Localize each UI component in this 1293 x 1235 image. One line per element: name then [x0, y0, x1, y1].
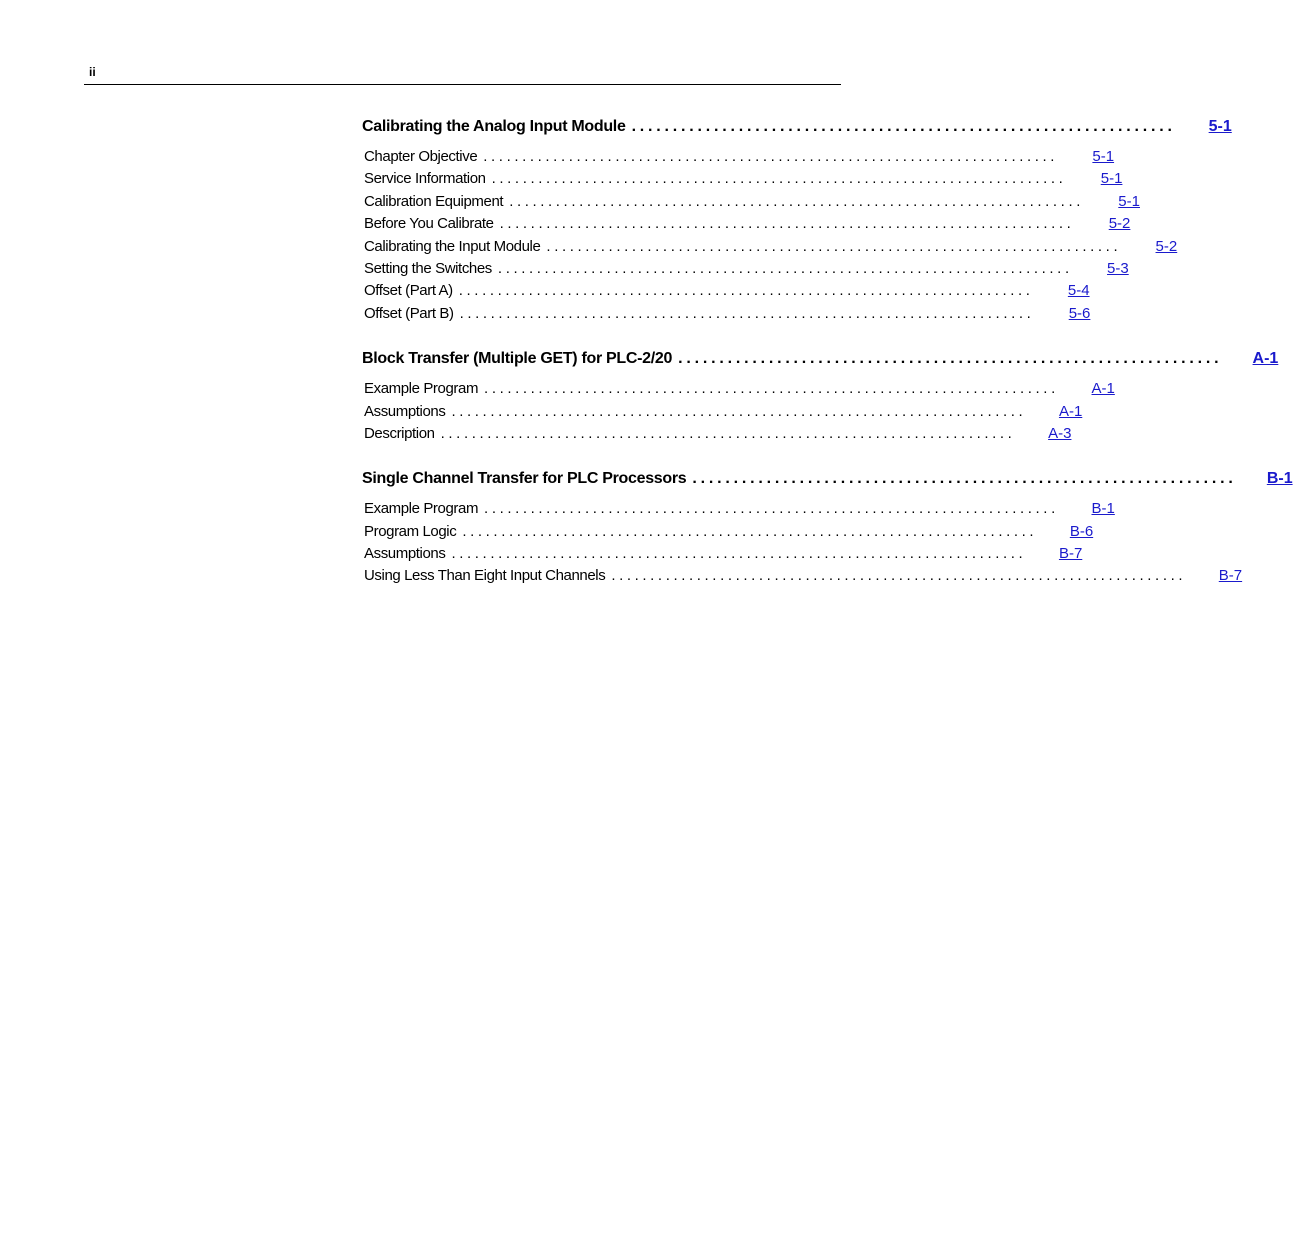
toc-section [362, 350, 1279, 447]
toc-entry [362, 282, 1090, 304]
toc-entry [362, 500, 1115, 522]
toc-section-title: Single Channel Transfer for PLC Processors [362, 470, 687, 488]
toc-entry [362, 259, 1129, 282]
dot-leader: .......................................................................... [491, 170, 1067, 188]
toc-entry [362, 424, 1072, 447]
toc-entry-page-link[interactable]: B-7 [1218, 567, 1243, 585]
dot-leader: .......................................................................... [484, 380, 1059, 398]
toc-entry-title: Assumptions [364, 402, 446, 420]
toc-entry-title: Chapter Objective [364, 148, 478, 165]
toc-entry [362, 237, 1178, 260]
dot-leader: .......................................................................... [499, 215, 1075, 233]
dot-leader: .................................................................. [678, 350, 1223, 368]
toc-section [362, 470, 1293, 590]
toc-section-page-link[interactable]: B-1 [1266, 470, 1293, 488]
toc-entry-title: Example Program [364, 500, 479, 518]
toc-entry [362, 148, 1115, 170]
toc-entry [362, 304, 1091, 327]
dot-leader: .......................................................................... [462, 522, 1038, 540]
dot-leader: .................................................................. [631, 118, 1176, 135]
toc-entry-title: Offset (Part A) [364, 282, 453, 300]
toc-entry-page-link[interactable]: B-7 [1058, 545, 1083, 563]
toc-section-page-link[interactable]: A-1 [1252, 350, 1279, 368]
dot-leader: .................................................................. [692, 470, 1237, 488]
toc-entry-page-link[interactable]: B-1 [1091, 500, 1115, 518]
toc-entry-title: Offset (Part B) [364, 304, 454, 322]
toc-entry-page-link[interactable]: 5-6 [1068, 304, 1091, 322]
toc-section-heading [362, 118, 1232, 148]
toc-section-title: Calibrating the Analog Input Module [362, 118, 626, 135]
toc-entry [362, 380, 1115, 402]
toc-entry-title: Assumptions [364, 545, 446, 563]
toc-entry-title: Before You Calibrate [364, 215, 494, 233]
toc-entry-page-link[interactable]: 5-4 [1067, 282, 1090, 300]
dot-leader: .......................................................................... [440, 424, 1016, 442]
toc-entry-title: Calibration Equipment [364, 192, 504, 210]
toc-entry-page-link[interactable]: 5-2 [1155, 237, 1178, 255]
toc-entry-page-link[interactable]: A-1 [1091, 380, 1115, 398]
toc-entry-title: Service Information [364, 170, 486, 188]
toc-entry-title: Example Program [364, 380, 479, 398]
dot-leader: .......................................................................... [509, 192, 1084, 210]
toc-entry [362, 170, 1123, 192]
dot-leader: .......................................................................... [458, 282, 1034, 300]
dot-leader: .......................................................................... [451, 402, 1027, 420]
dot-leader: .......................................................................... [459, 304, 1035, 322]
dot-leader: .......................................................................... [451, 545, 1027, 563]
toc-entry [362, 567, 1243, 589]
dot-leader: .......................................................................... [611, 567, 1187, 585]
toc-section-heading [362, 470, 1293, 500]
toc-entry-title: Calibrating the Input Module [364, 237, 541, 255]
toc-entry-page-link[interactable]: A-1 [1058, 402, 1083, 420]
toc-entry-title: Description [364, 424, 435, 442]
toc-entry-page-link[interactable]: 5-1 [1092, 148, 1115, 165]
toc-entry-page-link[interactable]: 5-1 [1100, 170, 1123, 188]
toc-entry-page-link[interactable]: A-3 [1048, 424, 1072, 442]
toc-entry-page-link[interactable]: 5-3 [1107, 259, 1129, 277]
toc-section-title: Block Transfer (Multiple GET) for PLC-2/20 [362, 350, 673, 368]
dot-leader: .......................................................................... [497, 259, 1073, 277]
toc-entry-page-link[interactable]: 5-1 [1118, 192, 1140, 210]
page-number: ii [89, 65, 96, 79]
toc-entry-title: Setting the Switches [364, 259, 492, 277]
toc-entry-page-link[interactable]: 5-2 [1108, 215, 1131, 233]
toc-entry [362, 215, 1131, 237]
toc-section [362, 118, 1232, 327]
dot-leader: .......................................................................... [484, 500, 1059, 518]
header-rule [84, 84, 841, 85]
toc-entry [362, 192, 1140, 215]
toc-section-page-link[interactable]: 5-1 [1208, 118, 1232, 135]
toc-entry-page-link[interactable]: B-6 [1069, 522, 1094, 540]
dot-leader: .......................................................................... [483, 148, 1059, 165]
toc-entry-title: Using Less Than Eight Input Channels [364, 567, 606, 585]
toc-entry [362, 522, 1094, 545]
toc-entry [362, 545, 1083, 567]
toc-section-heading [362, 350, 1279, 380]
table-of-contents [362, 118, 1293, 613]
toc-entry-title: Program Logic [364, 522, 457, 540]
dot-leader: .......................................................................... [546, 237, 1122, 255]
toc-entry [362, 402, 1083, 425]
